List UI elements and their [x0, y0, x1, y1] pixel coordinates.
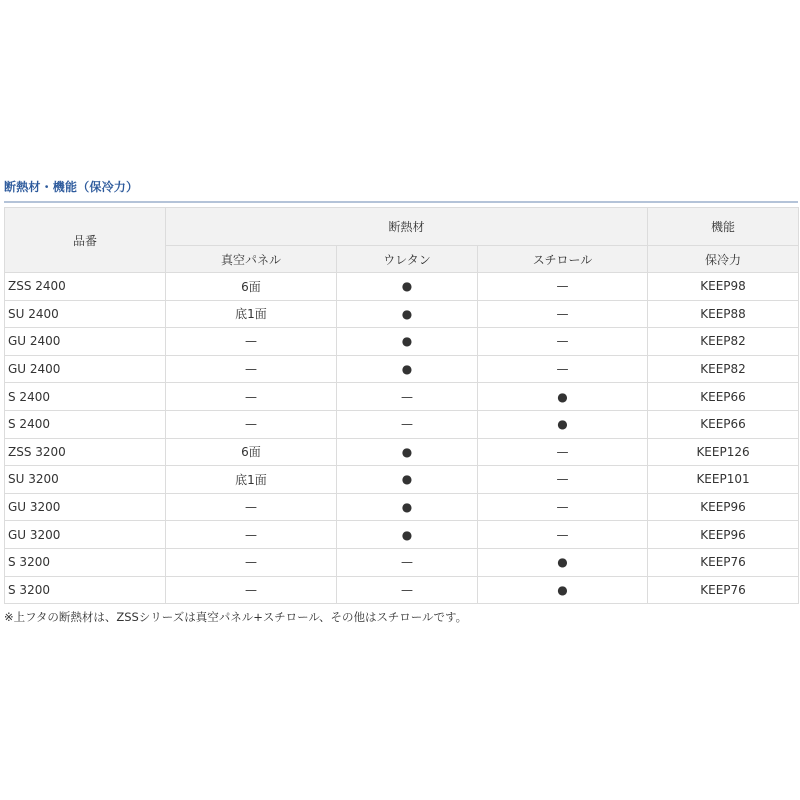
cell-model: SU 2400: [5, 300, 166, 328]
header-function-group: 機能: [648, 208, 799, 246]
cell-styrofoam: ●: [478, 576, 648, 604]
table-row: [5, 493, 799, 521]
cell-cold-retention: KEEP88: [648, 300, 799, 328]
cell-styrofoam: —: [478, 493, 648, 521]
cell-urethane: ●: [337, 273, 478, 301]
table-row: [5, 466, 799, 494]
header-row-top: [5, 208, 799, 246]
header-vacuum-panel: 真空パネル: [166, 246, 337, 273]
cell-urethane: ●: [337, 328, 478, 356]
cell-urethane: ●: [337, 300, 478, 328]
cell-cold-retention: KEEP96: [648, 521, 799, 549]
cell-styrofoam: —: [478, 438, 648, 466]
insulation-spec-table: [4, 207, 799, 604]
cell-urethane: ●: [337, 438, 478, 466]
cell-vacuum-panel: —: [166, 521, 337, 549]
cell-styrofoam: ●: [478, 383, 648, 411]
cell-cold-retention: KEEP82: [648, 328, 799, 356]
cell-cold-retention: KEEP96: [648, 493, 799, 521]
table-header: [5, 208, 799, 273]
cell-vacuum-panel: —: [166, 576, 337, 604]
cell-urethane: —: [337, 548, 478, 576]
cell-model: ZSS 3200: [5, 438, 166, 466]
header-insulation-group: 断熱材: [166, 208, 648, 246]
cell-styrofoam: —: [478, 355, 648, 383]
cell-urethane: —: [337, 410, 478, 438]
cell-vacuum-panel: —: [166, 355, 337, 383]
cell-model: GU 3200: [5, 493, 166, 521]
header-cold-retention: 保冷力: [648, 246, 799, 273]
cell-model: S 2400: [5, 383, 166, 411]
cell-styrofoam: —: [478, 273, 648, 301]
cell-model: GU 3200: [5, 521, 166, 549]
cell-cold-retention: KEEP76: [648, 548, 799, 576]
cell-urethane: —: [337, 383, 478, 411]
cell-cold-retention: KEEP76: [648, 576, 799, 604]
cell-styrofoam: —: [478, 328, 648, 356]
table-body: [5, 273, 799, 604]
cell-model: SU 3200: [5, 466, 166, 494]
cell-styrofoam: —: [478, 466, 648, 494]
cell-styrofoam: —: [478, 300, 648, 328]
cell-model: ZSS 2400: [5, 273, 166, 301]
cell-styrofoam: ●: [478, 410, 648, 438]
cell-model: S 3200: [5, 548, 166, 576]
cell-urethane: ●: [337, 355, 478, 383]
cell-cold-retention: KEEP126: [648, 438, 799, 466]
cell-styrofoam: ●: [478, 548, 648, 576]
cell-urethane: ●: [337, 493, 478, 521]
table-row: [5, 273, 799, 301]
cell-urethane: —: [337, 576, 478, 604]
cell-vacuum-panel: 6面: [166, 273, 337, 301]
cell-urethane: ●: [337, 466, 478, 494]
cell-vacuum-panel: —: [166, 383, 337, 411]
cell-vacuum-panel: —: [166, 548, 337, 576]
table-row: [5, 521, 799, 549]
cell-urethane: ●: [337, 521, 478, 549]
header-styrofoam: スチロール: [478, 246, 648, 273]
table-row: [5, 355, 799, 383]
table-row: [5, 383, 799, 411]
header-model: 品番: [5, 208, 166, 273]
cell-vacuum-panel: 底1面: [166, 300, 337, 328]
cell-styrofoam: —: [478, 521, 648, 549]
cell-cold-retention: KEEP98: [648, 273, 799, 301]
cell-vacuum-panel: 6面: [166, 438, 337, 466]
cell-cold-retention: KEEP101: [648, 466, 799, 494]
cell-model: S 3200: [5, 576, 166, 604]
cell-model: GU 2400: [5, 328, 166, 356]
table-row: [5, 410, 799, 438]
cell-vacuum-panel: —: [166, 493, 337, 521]
cell-vacuum-panel: —: [166, 328, 337, 356]
cell-vacuum-panel: 底1面: [166, 466, 337, 494]
table-row: [5, 328, 799, 356]
footnote: ※上フタの断熱材は、ZSSシリーズは真空パネル+スチロール、その他はスチロールです。: [4, 610, 468, 624]
cell-cold-retention: KEEP66: [648, 410, 799, 438]
cell-cold-retention: KEEP66: [648, 383, 799, 411]
table-row: [5, 438, 799, 466]
table-row: [5, 300, 799, 328]
header-urethane: ウレタン: [337, 246, 478, 273]
title-divider: [4, 201, 798, 203]
cell-vacuum-panel: —: [166, 410, 337, 438]
section-title: 断熱材・機能（保冷力）: [4, 180, 139, 194]
cell-model: GU 2400: [5, 355, 166, 383]
cell-cold-retention: KEEP82: [648, 355, 799, 383]
table-row: [5, 548, 799, 576]
cell-model: S 2400: [5, 410, 166, 438]
table-row: [5, 576, 799, 604]
